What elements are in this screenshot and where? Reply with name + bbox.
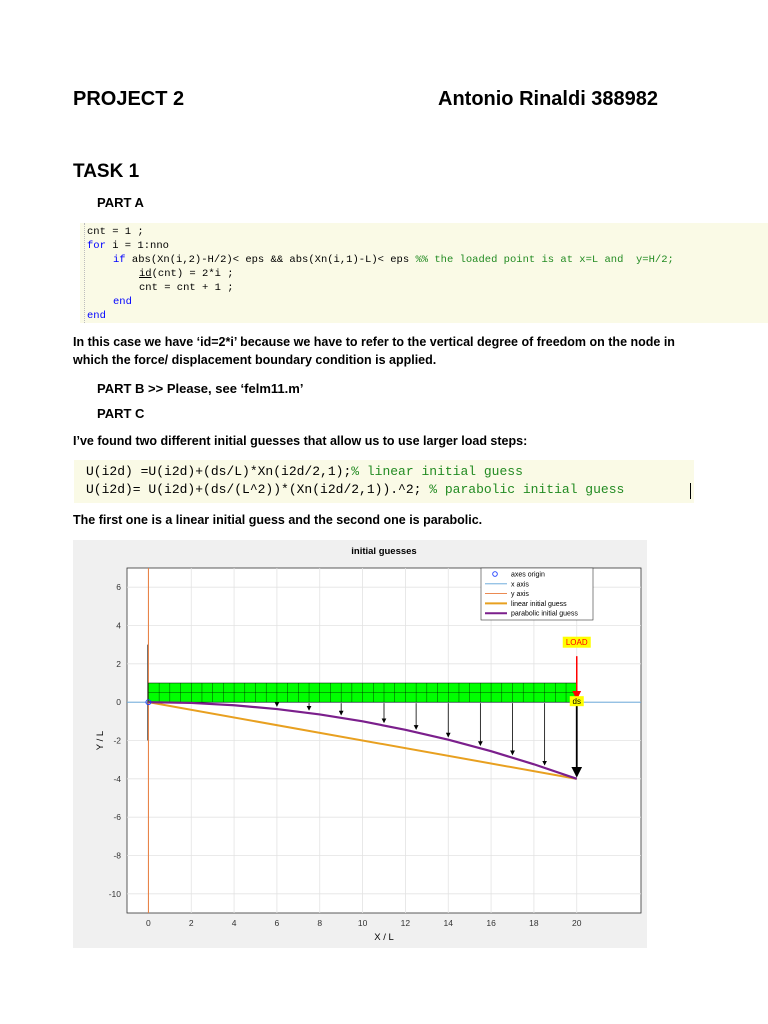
code-text: U(i2d) =U(i2d)+(ds/L)*Xn(i2d/2,1); <box>86 464 352 479</box>
author-name: Antonio Rinaldi 388982 <box>438 88 659 110</box>
y-tick-label: -6 <box>113 812 121 823</box>
y-tick-label: -4 <box>113 773 121 784</box>
x-tick-label: 4 <box>231 918 237 928</box>
project-title: PROJECT 2 <box>73 88 185 110</box>
code-comment: % parabolic initial guess <box>429 482 625 497</box>
code-line-parabolic <box>86 481 624 499</box>
part-a-label: PART A <box>97 195 144 210</box>
x-tick-label: 16 <box>486 918 496 928</box>
chart-title: initial guesses <box>351 546 417 557</box>
y-tick-label: -8 <box>113 850 121 861</box>
code-text: i = 1:nno <box>105 240 169 252</box>
part-b-label: PART B >> Please, see ‘felm11.m’ <box>97 381 304 396</box>
explanation-line-2: which the force/ displacement boundary condition is applied. <box>73 353 437 367</box>
load-label: LOAD <box>565 638 588 648</box>
task-heading: TASK 1 <box>73 161 140 182</box>
code-line-2 <box>87 239 169 253</box>
x-tick-label: 20 <box>572 918 582 928</box>
y-tick-label: -10 <box>108 888 121 899</box>
y-tick-label: -2 <box>113 735 121 746</box>
code-text: U(i2d)= U(i2d)+(ds/(L^2))*(Xn(i2d/2,1)).^2; <box>86 482 430 497</box>
code-comment: % linear initial guess <box>351 464 523 479</box>
keyword: for <box>87 240 106 252</box>
y-tick-label: 2 <box>116 658 121 669</box>
code-block-part-a <box>80 223 768 323</box>
code-line-linear <box>86 463 523 481</box>
x-tick-label: 6 <box>274 918 280 928</box>
explanation-line-1: In this case we have ‘id=2*i’ because we have to refer to the vertical degree of freedom on the node in <box>73 335 675 349</box>
y-axis-label: Y / L <box>95 730 106 751</box>
code-line-7: end <box>87 310 106 322</box>
legend-label: parabolic initial guess <box>511 610 578 618</box>
x-tick-label: 18 <box>529 918 539 928</box>
legend-label: axes origin <box>511 571 545 579</box>
code-line-6: end <box>113 296 132 308</box>
ds-label: ds <box>572 697 581 707</box>
code-text: (cnt) = 2*i ; <box>151 268 234 280</box>
code-text: id <box>139 268 152 280</box>
text-cursor <box>690 483 691 499</box>
code-comment: %% the loaded point is at x=L and y=H/2; <box>415 254 674 266</box>
chart <box>73 540 647 948</box>
y-tick-label: 0 <box>116 697 121 708</box>
keyword: if <box>113 254 126 266</box>
part-c-conclusion: The first one is a linear initial guess and the second one is parabolic. <box>73 513 483 527</box>
code-line-3 <box>113 253 674 267</box>
x-tick-label: 14 <box>443 918 453 928</box>
code-block-part-c <box>74 460 694 503</box>
code-line-4 <box>139 267 234 281</box>
code-line-1: cnt = 1 ; <box>87 226 144 238</box>
legend-label: x axis <box>511 581 529 589</box>
part-c-label: PART C <box>97 406 145 421</box>
x-tick-label: 8 <box>317 918 323 928</box>
matlab-figure <box>73 540 647 948</box>
legend-label: y axis <box>511 591 529 599</box>
x-tick-label: 12 <box>400 918 411 928</box>
x-tick-label: 2 <box>188 918 194 928</box>
code-text: abs(Xn(i,2)-H/2)< eps && abs(Xn(i,1)-L)< eps <box>125 254 416 266</box>
code-gutter <box>84 223 86 323</box>
y-tick-label: 4 <box>116 620 121 631</box>
part-c-intro: I’ve found two different initial guesses that allow us to use larger load steps: <box>73 434 528 448</box>
code-line-5: cnt = cnt + 1 ; <box>139 282 234 294</box>
legend-label: linear initial guess <box>511 600 567 608</box>
x-axis-label: X / L <box>374 932 394 943</box>
x-tick-label: 0 <box>146 918 151 928</box>
x-tick-label: 10 <box>357 918 368 928</box>
y-tick-label: 6 <box>116 582 121 593</box>
